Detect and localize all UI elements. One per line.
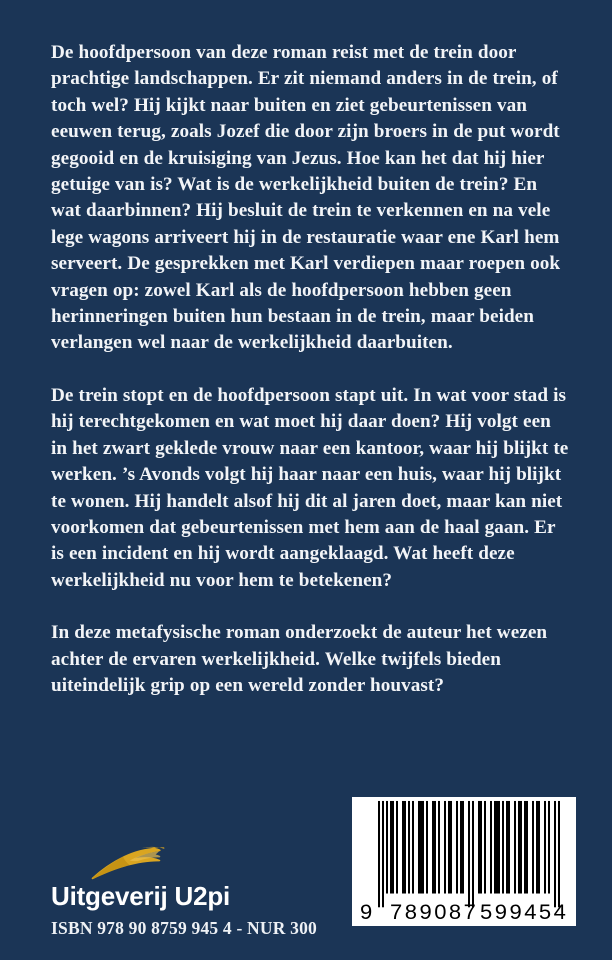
blurb-text-block bbox=[51, 40, 569, 699]
barcode-bars bbox=[378, 801, 560, 907]
barcode-digits-group-2: 599454 bbox=[480, 899, 569, 925]
isbn-line: ISBN 978 90 8759 945 4 - NUR 300 bbox=[51, 918, 317, 938]
feather-quill-icon bbox=[79, 846, 165, 880]
ean13-barcode bbox=[352, 799, 576, 926]
publisher-block bbox=[51, 846, 351, 939]
blurb-paragraph-1: De hoofdpersoon van deze roman reist met de trein door prachtige landschappen. Er zit niemand anders in de trein, of toch wel? Hij kijkt naar buiten en ziet gebeurtenissen van eeuwen terug, zoals Jozef die door zijn broers in de put wordt gegooid en de kruisiging van Jezus. Hoe kan het dat hij hier getuige van is? Wat is de werkelijkheid buiten de trein? En wat daarbinnen? Hij besluit de trein te verkennen en na vele lege wagons arriveert hij in de restauratie waar ene Karl hem serveert. De gesprekken met Karl verdiepen maar roepen ook vragen op: zowel Karl als de hoofdpersoon hebben geen herinneringen buiten hun bestaan in de trein, maar beiden verlangen wel naar de werkelijkheid daarbuiten. bbox=[51, 42, 561, 354]
blurb-paragraph-3: In deze metafysische roman onderzoekt de auteur het wezen achter de ervaren werkelijkheid. Welke twijfels bieden uiteindelijk grip op een wereld zonder houvast? bbox=[51, 622, 548, 696]
barcode-panel bbox=[352, 797, 576, 926]
barcode-digits-group-1: 789087 bbox=[390, 899, 479, 925]
publisher-name: Uitgeverij U2pi bbox=[51, 881, 231, 911]
blurb-paragraph-2: De trein stopt en de hoofdpersoon stapt uit. In wat voor stad is hij terechtgekomen en wat moet hij daar doen? Hij volgt een in het zwart geklede vrouw naar een kantoor, waar hij blijkt te werken. ’s Avonds volgt hij haar naar een huis, waar hij blijkt te wonen. Hij handelt alsof hij dit al jaren doet, maar kan niet voorkomen dat gebeurtenissen met hem aan de haal gaan. Er is een incident en hij wordt aangeklaagd. Wat heeft deze werkelijkheid nu voor hem te betekenen? bbox=[51, 384, 569, 591]
barcode-digit-left: 9 bbox=[360, 899, 373, 925]
